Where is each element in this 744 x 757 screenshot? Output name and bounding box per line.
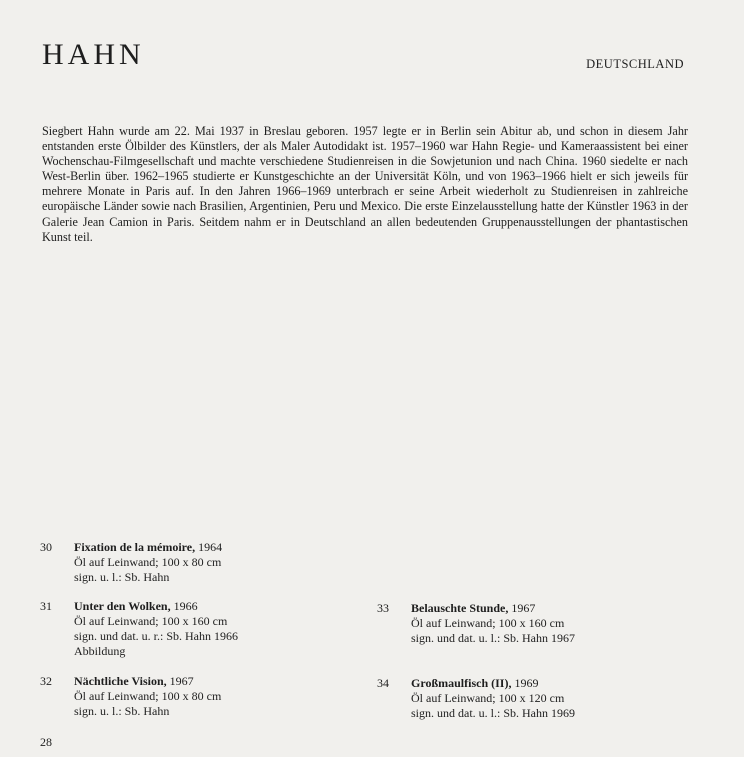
entry-number: 31 (40, 599, 52, 613)
page-number: 28 (40, 735, 52, 749)
biography-text: Siegbert Hahn wurde am 22. Mai 1937 in Breslau geboren. 1957 legte er in Berlin sein Abitur ab, und schon in diesem Jahr entstanden erste Ölbilder des Künstlers, der als Maler Autodidakt ist. 1957–1960 war Hahn Regie- und Kameraassistent bei einer Wochenschau-Filmgesellschaft und machte verschiedene Studienreisen in die Sowjetunion und nach China. 1960 siedelte er nach West-Berlin über. 1962–1965 studierte er Kunstgeschichte an der Universität Köln, und von 1963–1966 hielt er sich jeweils für mehrere Monate in Paris auf. In den Jahren 1966–1969 unterbrach er seine Arbeit wiederholt zu Studienreisen in zahlreiche europäische Länder sowie nach Brasilien, Argentinien, Peru und Mexico. Die erste Einzelausstellung hatte der Künstler 1963 in der Galerie Jean Camion in Paris. Seitdem nahm er in Deutschland an allen bedeutenden Gruppenausstellungen der phantastischen Kunst teil. (42, 124, 688, 244)
entry-medium: Öl auf Leinwand; 100 x 80 cm (74, 689, 222, 703)
entry-signature: sign. und dat. u. l.: Sb. Hahn 1969 (411, 706, 575, 720)
entry-number: 30 (40, 540, 52, 554)
entry-number: 32 (40, 674, 52, 688)
entry-medium: Öl auf Leinwand; 100 x 80 cm (74, 555, 222, 569)
artist-name: HAHN (42, 38, 145, 71)
entry-medium: Öl auf Leinwand; 100 x 120 cm (411, 691, 565, 705)
entry-title: Unter den Wolken, (74, 599, 171, 613)
entry-number: 33 (377, 601, 389, 615)
entry-year: 1969 (511, 676, 539, 690)
entry-year: 1967 (508, 601, 536, 615)
entry-signature: sign. und dat. u. r.: Sb. Hahn 1966 (74, 629, 238, 643)
entry-year: 1964 (195, 540, 223, 554)
entry-title: Großmaulfisch (II), (411, 676, 512, 690)
entry-signature: sign. u. l.: Sb. Hahn (74, 570, 170, 584)
entry-year: 1966 (170, 599, 198, 613)
entry-title: Fixation de la mémoire, (74, 540, 196, 554)
entry-year: 1967 (166, 674, 194, 688)
entry-number: 34 (377, 676, 389, 690)
entry-signature: sign. u. l.: Sb. Hahn (74, 704, 170, 718)
entry-note: Abbildung (74, 644, 126, 658)
entry-title: Belauschte Stunde, (411, 601, 509, 615)
entry-signature: sign. und dat. u. l.: Sb. Hahn 1967 (411, 631, 575, 645)
country-label: DEUTSCHLAND (586, 57, 684, 71)
entry-medium: Öl auf Leinwand; 100 x 160 cm (74, 614, 228, 628)
entry-title: Nächtliche Vision, (74, 674, 167, 688)
entry-medium: Öl auf Leinwand; 100 x 160 cm (411, 616, 565, 630)
